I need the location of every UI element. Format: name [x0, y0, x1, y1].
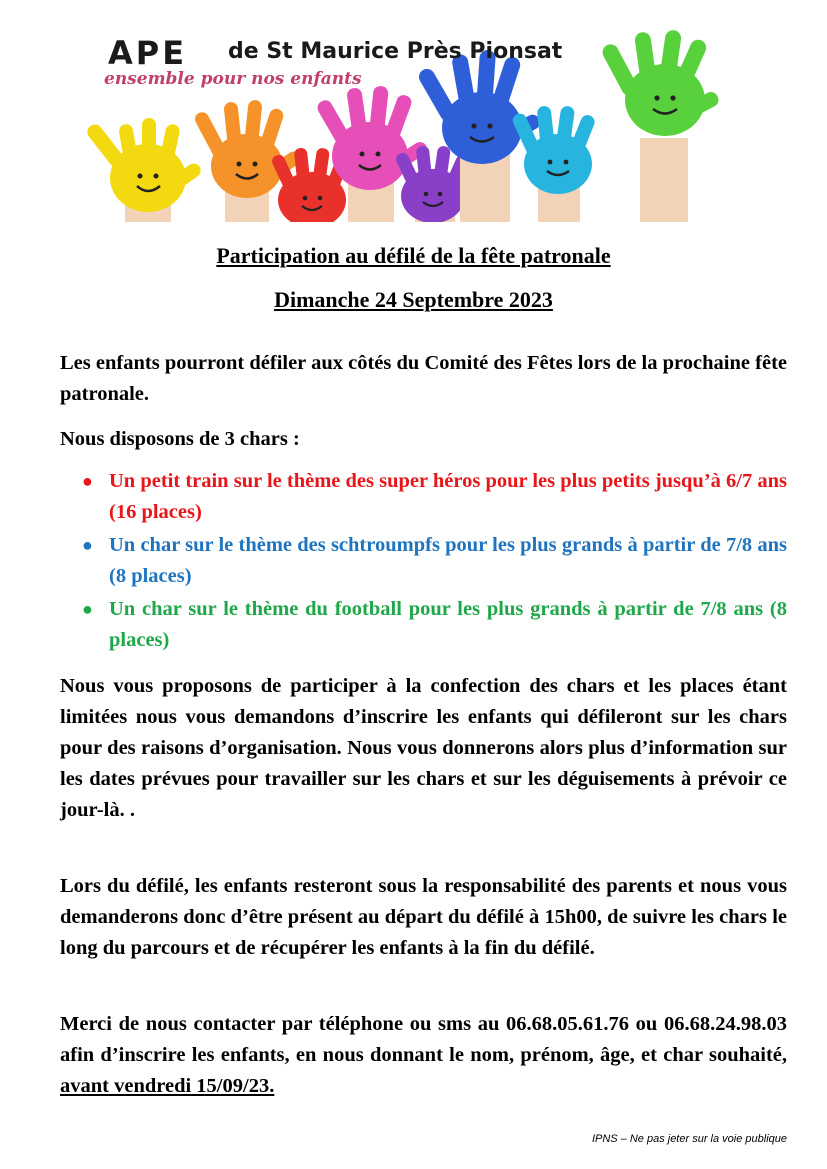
header-banner [80, 28, 752, 222]
chars-section [60, 424, 787, 455]
contact-text: Merci de nous contacter par téléphone ou sms au 06.68.05.61.76 ou 06.68.24.98.03 afin d’inscrire les enfants, en nous donnant le nom, prénom, âge, et char souhaité, [60, 1013, 787, 1066]
event-date: Dimanche 24 Septembre 2023 [274, 287, 553, 312]
green-hand [600, 29, 721, 222]
logo-association-name: de St Maurice Près Pionsat [228, 39, 563, 64]
char-train: Un petit train sur le thème des super héros pour les plus petits jusqu’à 6/7 ans (16 places) [109, 470, 787, 523]
participation-paragraph: Nous vous proposons de participer à la confection des chars et les places étant limitées nous vous demandons d’inscrire les enfants qui défileront sur les chars pour des raisons d’organisation. Nous vous donnerons alors plus d’information sur les dates prévues pour travailler sur les chars et sur les déguisements à prévoir ce jour-là. . [60, 675, 787, 821]
list-item [60, 594, 787, 656]
yellow-hand [84, 118, 203, 222]
bullet-icon: ● [82, 535, 93, 555]
chars-list-section [60, 466, 787, 656]
participation-section [60, 671, 787, 826]
document-title: Participation au défilé de la fête patronale [216, 243, 611, 268]
intro-paragraph: Les enfants pourront défiler aux côtés du Comité des Fêtes lors de la prochaine fête patronale. [60, 352, 787, 405]
list-item [60, 530, 787, 592]
intro-section [60, 348, 787, 410]
char-schtroumpfs: Un char sur le thème des schtroumpfs pour les plus grands à partir de 7/8 ans (8 places) [109, 534, 787, 587]
bullet-icon: ● [82, 471, 93, 491]
chars-heading: Nous disposons de 3 chars : [60, 428, 300, 450]
bullet-icon: ● [82, 599, 93, 619]
responsibility-paragraph: Lors du défilé, les enfants resteront sous la responsabilité des parents et nous vous demanderons donc d’être présent au départ du défilé à 15h00, de suivre les chars le long du parcours et de récupérer les enfants à la fin du défilé. [60, 875, 787, 959]
logo-ape: APE [108, 34, 188, 72]
responsibility-section [60, 871, 787, 964]
footer-ipns: IPNS – Ne pas jeter sur la voie publique [591, 1133, 787, 1145]
chars-list [60, 466, 787, 656]
contact-section [60, 1009, 787, 1102]
logo-tagline: ensemble pour nos enfants [104, 69, 362, 89]
cyan-hand [511, 105, 597, 222]
list-item [60, 466, 787, 528]
contact-paragraph [60, 1009, 787, 1102]
char-football: Un char sur le thème du football pour les plus grands à partir de 7/8 ans (8 places) [109, 598, 787, 651]
deadline-text: avant vendredi 15/09/23. [60, 1075, 275, 1097]
